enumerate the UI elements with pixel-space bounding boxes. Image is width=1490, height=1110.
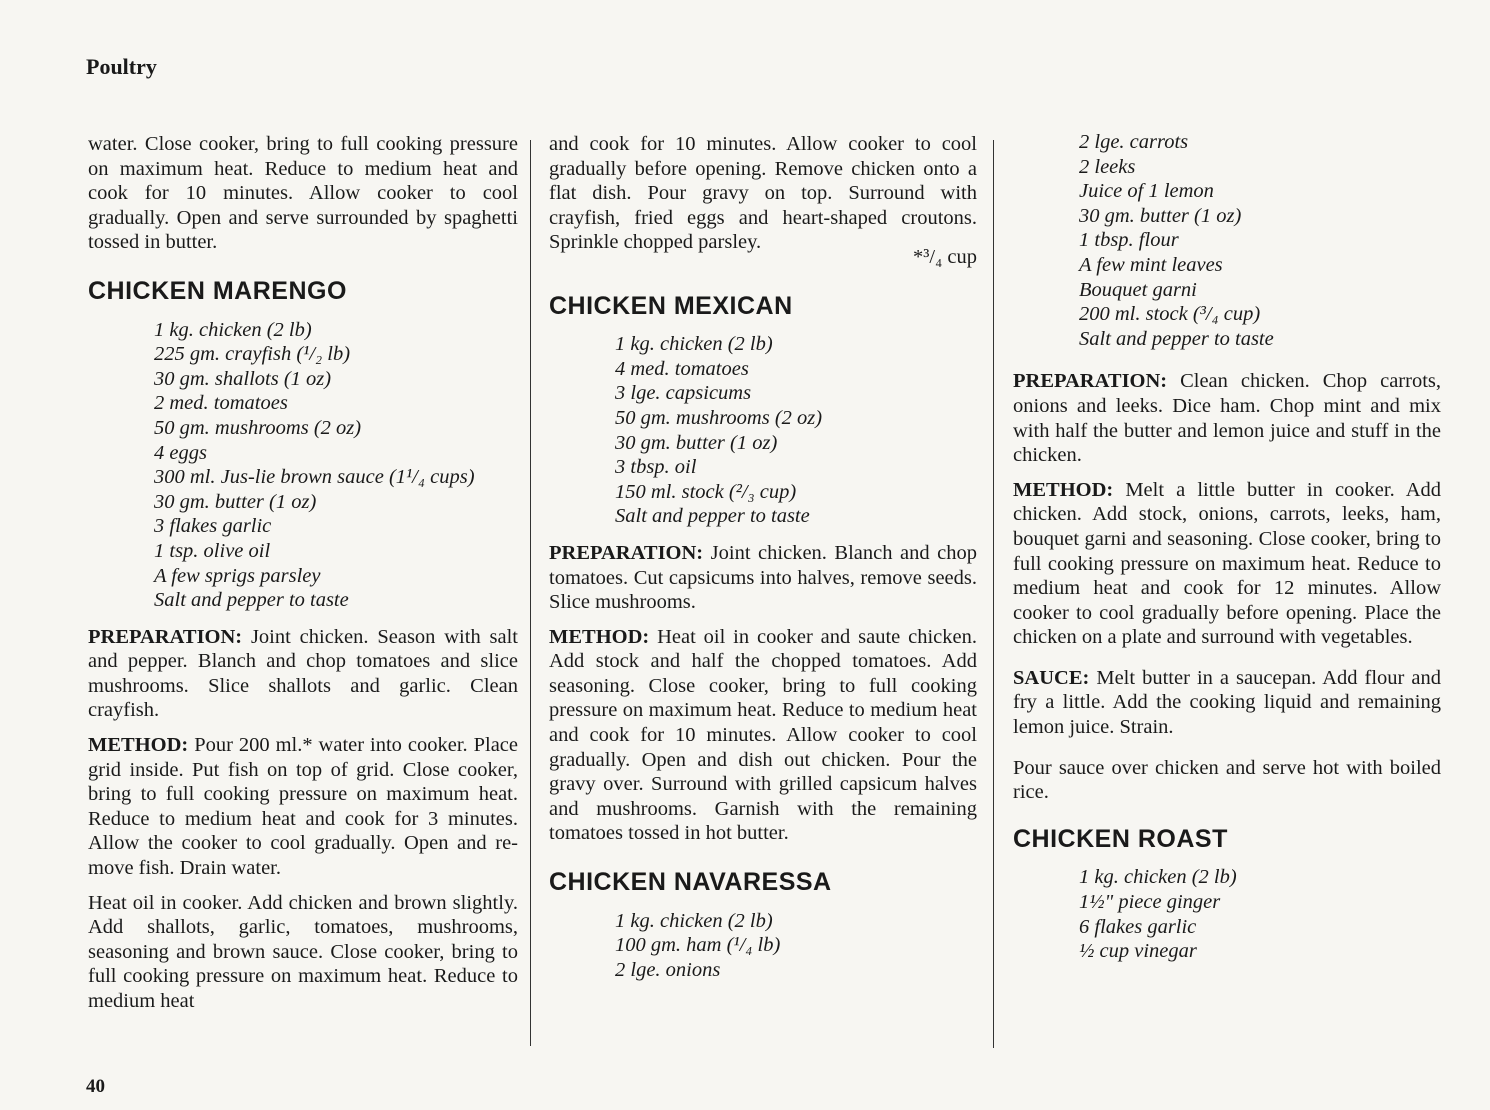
ingredient: 1½" piece ginger: [1079, 891, 1221, 914]
ingredient: 2 leeks: [1079, 155, 1136, 178]
recipe-title-marengo: CHICKEN MARENGO: [88, 276, 347, 305]
ingredient: 4 med. tomatoes: [615, 357, 749, 380]
footnote: *³/₄ cup: [913, 245, 977, 268]
method-paragraph: [88, 733, 518, 881]
ingredient: ½ cup vinegar: [1079, 940, 1197, 963]
recipe-title-navaressa: CHICKEN NAVARESSA: [549, 868, 832, 897]
ingredient: 200 ml. stock (³/₄ cup): [1079, 303, 1261, 326]
ingredient: 4 eggs: [154, 441, 207, 464]
ingredient: 150 ml. stock (²/₃ cup): [615, 480, 797, 503]
column-3: [1013, 132, 1441, 978]
ingredient: 100 gm. ham (¹/₄ lb): [615, 934, 781, 957]
preparation-label: PREPARATION:: [88, 625, 243, 648]
preparation-text: Joint chicken. Blanch and chop tomatoes. Cut capsicums into halves, remove seeds. Slice mushrooms.: [549, 541, 977, 614]
method-label: METHOD:: [549, 625, 650, 648]
column-2: [549, 132, 977, 996]
ingredient: 50 gm. mushrooms (2 oz): [154, 416, 362, 439]
ingredient: 30 gm. shallots (1 oz): [154, 367, 332, 390]
sauce-label: SAUCE:: [1013, 666, 1090, 689]
ingredient: 50 gm. mushrooms (2 oz): [615, 406, 823, 429]
ingredient: Juice of 1 lemon: [1079, 180, 1214, 203]
ingredient: 3 tbsp. oil: [615, 456, 697, 479]
column-divider: [530, 140, 531, 1046]
ingredient-list-navaressa: [549, 909, 977, 983]
method-label: METHOD:: [88, 734, 189, 757]
ingredient: 1 tbsp. flour: [1079, 229, 1179, 252]
ingredient: 2 med. tomatoes: [154, 392, 288, 415]
preparation-label: PREPARATION:: [549, 541, 704, 564]
ingredient: Bouquet garni: [1079, 278, 1197, 301]
recipe-title-roast: CHICKEN ROAST: [1013, 824, 1228, 853]
ingredient-list-marengo: [88, 318, 518, 613]
ingredient: 1 kg. chicken (2 lb): [154, 318, 312, 341]
ingredient: 225 gm. crayfish (¹/₂ lb): [154, 343, 351, 366]
ingredient: 300 ml. Jus-lie brown sauce (1¹/₄ cups): [154, 466, 475, 489]
serving-paragraph: Pour sauce over chicken and serve hot with boiled rice.: [1013, 756, 1441, 804]
ingredient-list-navaressa-cont: [1013, 130, 1441, 351]
method-label: METHOD:: [1013, 478, 1114, 501]
ingredient: 3 lge. capsicums: [615, 382, 752, 405]
ingredient: 1 kg. chicken (2 lb): [615, 333, 773, 356]
preparation-paragraph: [1013, 369, 1441, 467]
ingredient: A few sprigs parsley: [154, 564, 321, 587]
preparation-label: PREPARATION:: [1013, 370, 1168, 393]
column-1: [88, 132, 518, 1024]
method-paragraph: [549, 625, 977, 846]
ingredient: 1 kg. chicken (2 lb): [1079, 866, 1237, 889]
ingredient: 1 tsp. olive oil: [154, 539, 271, 562]
page-header: Poultry: [86, 54, 157, 79]
method-paragraph: [1013, 478, 1441, 650]
continued-text: water. Close cooker, bring to full cooking pressure on maximum heat. Reduce to medium heat and cook for 10 minutes. Allow cooker to cool gradually. Open and serve surrounded by spaghetti tossed in butter.: [88, 133, 518, 254]
ingredient: Salt and pepper to taste: [615, 505, 810, 528]
method-text: Heat oil in cooker and saute chicken. Add stock and half the chopped tomatoes. Add seasoning. Close cooker, bring to full cooking pressure on maximum heat. Reduce to medium heat and cook for 10 minutes. Allow cooker to cool gradually. Open and dish out chicken. Pour the gravy over. Surround with grilled capsicum halves and mushrooms. Garnish with the remaining tomatoes tossed in hot butter.: [549, 625, 977, 845]
sauce-text: Melt butter in a saucepan. Add flour and fry a little. Add the cooking liquid and remaining lemon juice. Strain.: [1013, 666, 1441, 739]
method-text: Melt a little butter in cooker. Add chicken. Add stock, onions, carrots, leeks, ham, bouquet garni and seasoning. Close cooker, bring to full cooking pressure on maximum heat. Reduce to medium heat and cook for 12 minutes. Allow cooker to cool gradually before opening. Place the chicken on a plate and surround with vegetables.: [1013, 478, 1442, 649]
ingredient: 6 flakes garlic: [1079, 915, 1197, 938]
preparation-paragraph: [549, 541, 977, 615]
method-paragraph-2: Heat oil in cooker. Add chicken and brown slightly. Add shallots, garlic, tomatoes, mushrooms, seasoning and brown sauce. Close cooker, bring to full cooking pressure on maximum heat. Reduce to medium heat: [88, 891, 518, 1012]
ingredient: 30 gm. butter (1 oz): [615, 431, 778, 454]
ingredient: Salt and pepper to taste: [154, 589, 349, 612]
ingredient-list-mexican: [549, 332, 977, 529]
ingredient: 2 lge. carrots: [1079, 131, 1189, 153]
ingredient: 30 gm. butter (1 oz): [1079, 204, 1242, 227]
page-number: 40: [86, 1076, 105, 1097]
column-divider: [993, 140, 994, 1048]
preparation-paragraph: [88, 625, 518, 723]
method-text: Pour 200 ml.* water into cooker. Place grid inside. Put fish on top of grid. Close cooker, bring to full cooking pressure on maximum heat. Reduce to medium heat and cook for 3 minutes. Allow the cooker to cool gradually. Open and re-move fish. Drain water.: [88, 734, 519, 880]
sauce-paragraph: [1013, 666, 1441, 740]
ingredient: 3 flakes garlic: [154, 515, 272, 538]
ingredient-list-roast: [1013, 865, 1441, 963]
ingredient: 2 lge. onions: [615, 958, 721, 981]
ingredient: Salt and pepper to taste: [1079, 327, 1274, 350]
ingredient: 1 kg. chicken (2 lb): [615, 909, 773, 932]
recipe-title-mexican: CHICKEN MEXICAN: [549, 291, 793, 320]
ingredient: A few mint leaves: [1079, 253, 1223, 276]
preparation-text: Clean chicken. Chop carrots, onions and leeks. Dice ham. Chop mint and mix with half the butter and lemon juice and stuff in the chicken.: [1013, 370, 1441, 467]
ingredient: 30 gm. butter (1 oz): [154, 490, 317, 513]
preparation-text: Joint chicken. Season with salt and pepper. Blanch and chop tomatoes and slice mushrooms. Slice shallots and garlic. Clean crayfish.: [88, 625, 518, 722]
continued-text: and cook for 10 minutes. Allow cooker to cool gradually before opening. Remove chicken onto a flat dish. Pour gravy on top. Surround with crayfish, fried eggs and heart-shaped croutons. Sprinkle chopped parsley.: [549, 133, 977, 254]
